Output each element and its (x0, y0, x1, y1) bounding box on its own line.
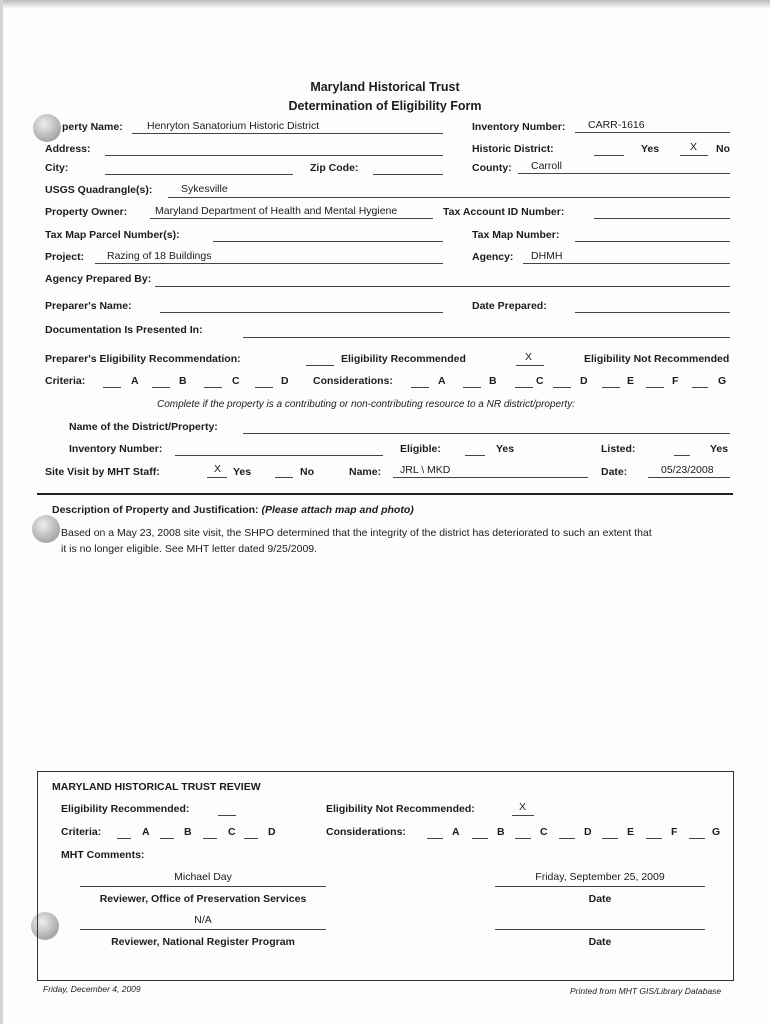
project-label: Project: (45, 251, 85, 263)
criteria-b-blank (152, 387, 170, 388)
reviewer2-title: Reviewer, National Register Program (111, 936, 295, 948)
county-value[interactable]: Carroll (531, 160, 562, 172)
review-not-recommended-label: Eligibility Not Recommended: (326, 803, 475, 815)
consideration-e-blank (602, 387, 620, 388)
listed-yes[interactable]: Yes (710, 443, 729, 455)
consideration-g-blank (692, 387, 708, 388)
consideration-f-blank (646, 387, 664, 388)
consideration-e[interactable]: E (627, 375, 635, 387)
description-line-2: it is no longer eligible. See MHT letter dated 9/25/2009. (61, 543, 318, 555)
documentation-label: Documentation Is Presented In: (45, 324, 203, 336)
form-title-line2: Determination of Eligibility Form (288, 99, 482, 113)
reviewer2-signature-line (80, 929, 326, 930)
consideration-a[interactable]: A (438, 375, 446, 387)
visit-name-line (393, 477, 588, 478)
reviewer2-date-label: Date (588, 936, 612, 948)
project-value[interactable]: Razing of 18 Buildings (107, 250, 212, 262)
review-consideration-b[interactable]: B (497, 826, 505, 838)
address-label: Address: (45, 143, 91, 155)
criteria-d-blank (255, 387, 273, 388)
listed-yes-blank (674, 455, 690, 456)
site-visit-yes-blank (207, 477, 227, 478)
district-instruction-note: Complete if the property is a contributing or non-contributing resource to a NR district/property: (157, 399, 575, 410)
review-criteria-c[interactable]: C (228, 826, 236, 838)
review-criteria-a-blank (117, 838, 131, 839)
mht-comments-label: MHT Comments: (61, 849, 145, 861)
review-consideration-b-blank (472, 838, 488, 839)
eligible-label: Eligible: (400, 443, 441, 455)
preparer-recommendation-label: Preparer's Eligibility Recommendation: (45, 353, 241, 365)
site-visit-label: Site Visit by MHT Staff: (45, 466, 160, 478)
criteria-label: Criteria: (45, 375, 86, 387)
historic-district-no-mark[interactable]: X (690, 141, 698, 153)
historic-district-no[interactable]: No (716, 143, 730, 155)
review-consideration-c[interactable]: C (540, 826, 548, 838)
review-consideration-a[interactable]: A (452, 826, 460, 838)
review-consideration-d-blank (559, 838, 575, 839)
consideration-a-blank (411, 387, 429, 388)
visit-date-value[interactable]: 05/23/2008 (661, 464, 714, 476)
review-consideration-f-blank (646, 838, 662, 839)
not-recommended-label: Eligibility Not Recommended (584, 353, 730, 365)
date-prepared-line (575, 312, 730, 313)
tax-map-number-label: Tax Map Number: (472, 229, 560, 241)
review-eligibility-recommended-blank (218, 815, 236, 816)
visit-date-line (648, 477, 730, 478)
review-consideration-c-blank (515, 838, 531, 839)
county-line (518, 173, 730, 174)
reviewer1-date-value[interactable]: Friday, September 25, 2009 (535, 871, 665, 883)
criteria-d[interactable]: D (281, 375, 289, 387)
reviewer1-name[interactable]: Michael Day (174, 871, 232, 883)
review-heading: MARYLAND HISTORICAL TRUST REVIEW (52, 781, 261, 793)
section-divider (37, 493, 733, 495)
reviewer1-title: Reviewer, Office of Preservation Services (99, 893, 307, 905)
consideration-c-blank (515, 387, 533, 388)
historic-district-label: Historic District: (472, 143, 554, 155)
documentation-line (243, 337, 730, 338)
usgs-quadrangle-value[interactable]: Sykesville (181, 183, 228, 195)
review-not-recommended-mark[interactable]: X (519, 801, 527, 813)
agency-value[interactable]: DHMH (531, 250, 563, 262)
property-owner-value[interactable]: Maryland Department of Health and Mental Hygiene (155, 205, 398, 217)
site-visit-yes[interactable]: Yes (233, 466, 252, 478)
district-name-line (243, 433, 730, 434)
usgs-quadrangle-line (168, 197, 730, 198)
review-criteria-c-blank (203, 838, 217, 839)
visit-name-value[interactable]: JRL \ MKD (400, 464, 451, 476)
historic-district-yes[interactable]: Yes (641, 143, 660, 155)
property-name-value[interactable]: Henryton Sanatorium Historic District (147, 120, 320, 132)
tax-map-number-line (575, 241, 730, 242)
listed-label: Listed: (601, 443, 636, 455)
review-criteria-b-blank (160, 838, 174, 839)
eligible-yes[interactable]: Yes (496, 443, 515, 455)
punch-hole-middle (32, 515, 60, 543)
reviewer1-date-label: Date (588, 893, 612, 905)
consideration-c[interactable]: C (536, 375, 544, 387)
tax-account-line (594, 218, 730, 219)
description-heading-text: Description of Property and Justification: (52, 504, 259, 516)
usgs-quadrangle-label: USGS Quadrangle(s): (45, 184, 153, 196)
review-consideration-e-blank (602, 838, 618, 839)
consideration-b[interactable]: B (489, 375, 497, 387)
city-line (105, 174, 293, 175)
historic-district-yes-blank (594, 155, 624, 156)
site-visit-no[interactable]: No (300, 466, 314, 478)
site-visit-mark[interactable]: X (214, 463, 222, 475)
zip-code-label: Zip Code: (310, 162, 359, 174)
eligible-yes-blank (465, 455, 485, 456)
criteria-c-blank (204, 387, 222, 388)
criteria-a[interactable]: A (131, 375, 139, 387)
district-name-label: Name of the District/Property: (69, 421, 218, 433)
review-not-recommended-blank (512, 815, 534, 816)
description-heading (52, 504, 414, 516)
punch-hole-top (33, 114, 61, 142)
reviewer1-date-line (495, 886, 705, 887)
eligibility-recommended-blank (306, 365, 334, 366)
review-consideration-f[interactable]: F (671, 826, 678, 838)
scan-left-edge (0, 0, 3, 1024)
footer-source: Printed from MHT GIS/Library Database (570, 986, 722, 996)
tax-map-parcel-line (213, 241, 443, 242)
agency-label: Agency: (472, 251, 514, 263)
agency-prepared-by-line (155, 286, 730, 287)
inventory-number-value[interactable]: CARR-1616 (588, 119, 645, 131)
review-eligibility-recommended-label: Eligibility Recommended: (61, 803, 190, 815)
agency-line (523, 263, 730, 264)
review-consideration-e[interactable]: E (627, 826, 635, 838)
district-inventory-line (175, 455, 383, 456)
visit-name-label: Name: (349, 466, 382, 478)
preparer-name-label: Preparer's Name: (45, 300, 132, 312)
zip-code-line (373, 174, 443, 175)
property-name-line (132, 133, 443, 134)
reviewer1-signature-line (80, 886, 326, 887)
consideration-d-blank (553, 387, 571, 388)
reviewer2-name[interactable]: N/A (194, 914, 212, 926)
county-label: County: (472, 162, 512, 174)
property-name-label: perty Name: (62, 121, 123, 133)
review-consideration-a-blank (427, 838, 443, 839)
inventory-number-label: Inventory Number: (472, 121, 566, 133)
historic-district-no-blank (680, 155, 708, 156)
project-line (95, 263, 443, 264)
review-consideration-g-blank (689, 838, 705, 839)
address-line (105, 155, 443, 156)
date-prepared-label: Date Prepared: (472, 300, 547, 312)
city-label: City: (45, 162, 69, 174)
review-criteria-d[interactable]: D (268, 826, 276, 838)
preparer-name-line (160, 312, 443, 313)
scan-top-edge (0, 0, 770, 9)
review-consideration-d[interactable]: D (584, 826, 592, 838)
agency-prepared-by-label: Agency Prepared By: (45, 273, 152, 285)
consideration-f[interactable]: F (672, 375, 679, 387)
considerations-label: Considerations: (313, 375, 393, 387)
consideration-d[interactable]: D (580, 375, 588, 387)
district-inventory-label: Inventory Number: (69, 443, 163, 455)
form-title-line1: Maryland Historical Trust (310, 80, 460, 94)
description-line-1: Based on a May 23, 2008 site visit, the SHPO determined that the integrity of the district has deteriorated to such an extent that (61, 527, 652, 539)
review-considerations-label: Considerations: (326, 826, 406, 838)
tax-account-label: Tax Account ID Number: (443, 206, 565, 218)
tax-map-parcel-label: Tax Map Parcel Number(s): (45, 229, 180, 241)
reviewer2-date-line (495, 929, 705, 930)
property-owner-label: Property Owner: (45, 206, 128, 218)
site-visit-no-blank (275, 477, 293, 478)
visit-date-label: Date: (601, 466, 628, 478)
inventory-number-line (575, 132, 730, 133)
not-recommended-mark[interactable]: X (525, 351, 533, 363)
consideration-g[interactable]: G (718, 375, 727, 387)
review-criteria-d-blank (244, 838, 258, 839)
criteria-c[interactable]: C (232, 375, 240, 387)
eligibility-recommended-label: Eligibility Recommended (341, 353, 466, 365)
review-criteria-b[interactable]: B (184, 826, 192, 838)
property-owner-line (150, 218, 433, 219)
consideration-b-blank (463, 387, 481, 388)
footer-print-date: Friday, December 4, 2009 (43, 984, 141, 994)
review-criteria-label: Criteria: (61, 826, 102, 838)
criteria-b[interactable]: B (179, 375, 187, 387)
criteria-a-blank (103, 387, 121, 388)
review-consideration-g[interactable]: G (712, 826, 721, 838)
not-recommended-blank (516, 365, 544, 366)
description-heading-note: (Please attach map and photo) (261, 504, 414, 516)
review-criteria-a[interactable]: A (142, 826, 150, 838)
